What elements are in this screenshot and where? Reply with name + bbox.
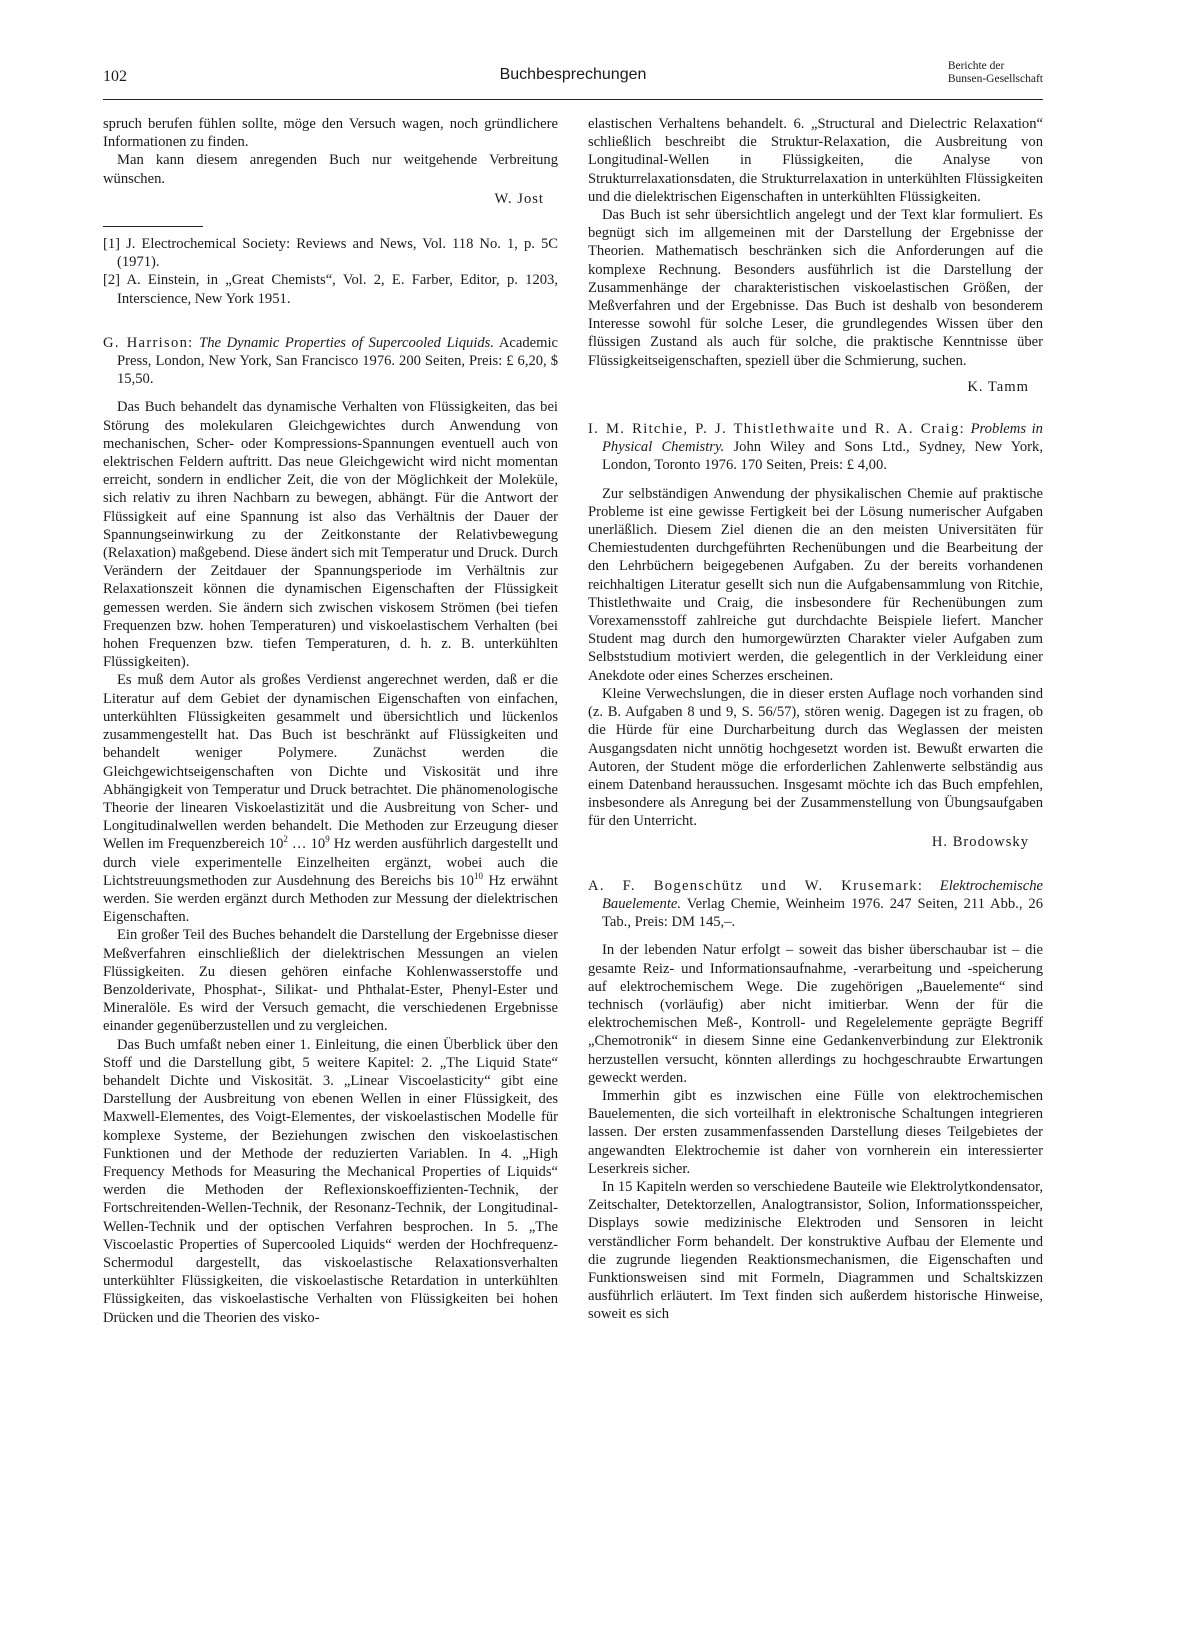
paragraph: Es muß dem Autor als großes Verdienst angerechnet werden, daß er die Literatur auf dem Gebiet der dynamischen Eigenschaften von einfachen, unterkühlten Flüssigkeiten gesammelt und übersichtlich und lückenlos zusammengestellt hat. Das Buch ist beschränkt auf Flüssigkeiten und behandelt weniger Polymere. Zunächst werden die Gleichgewichtseigenschaften von Dichte und Viskosität und ihre Abhängigkeit von Temperatur und Druck betrachtet. Die phänomenologische Theorie der linearen Viskoelastizität und die Ausbreitung von Scher- und Longitudinalwellen werden behandelt. Die Methoden zur Erzeugung dieser Wellen im Frequenzbereich $10^2$ … $10^9$ Hz werden ausführlich dargestellt und durch viele experimentelle Einzelheiten ergänzt, wobei auch die Lichtstreuungsmethoden zur Ausdehnung des Bereichs bis $10^{10}$ Hz erwähnt werden. Sie werden ergänzt durch Methoden zur Messung der dielektrischen Eigenschaften.	[103, 672, 558, 926]
journal-line-2: Bunsen-Gesellschaft	[947, 73, 1043, 85]
publication-info: John Wiley and Sons Ltd., Sydney, New York, London, Toronto 1976. 170 Seiten, Preis: £ 4,00.	[602, 439, 1043, 474]
paragraph: Das Buch umfaßt neben einer 1. Einleitung, die einen Überblick über den Stoff und die Darstellung gibt, 5 weitere Kapitel: 2. „The Liquid State“ behandelt Dichte und Viskosität. 3. „Linear Viscoelasticity“ gibt eine Darstellung der Ausbreitung von ebenen Wellen in einer Flüssigkeit, des Maxwell-Elementes, des Voigt-Elementes, der viskoelastischen Modelle für komplexe Systeme, der Beziehungen zwischen den viskoelastischen Funktionen und der Methode der reduzierten Variablen. In 4. „High Frequency Methods for Measuring the Mechanical Properties of Liquids“ werden die Methoden der Reflexionskoeffizienten-Technik, der Fortschreitenden-Wellen-Technik, der Resonanz-Technik, der Longitudinal-Wellen-Technik und der optischen Verfahren besprochen. In 5. „The Viscoelastic Properties of Supercooled Liquids“ werden der Hochfrequenz-Schermodul dargestellt, das viskoelastische Relaxationsverhalten unterkühlter Flüssigkeiten, die viskoelastische Retardation in unterkühlten Flüssigkeiten, das viskoelastische Verhalten von Flüssigkeiten bei hohen Drücken und die Theorien des visko-	[103, 1036, 558, 1326]
footnote-rule	[103, 226, 203, 227]
reviewer-signature: K. Tamm	[967, 378, 1029, 395]
review-heading	[103, 334, 558, 389]
paragraph: Kleine Verwechslungen, die in dieser ersten Auflage noch vorhanden sind (z. B. Aufgaben 8 und 9, S. 56/57), stören wenig. Dagegen ist zu fragen, ob die Hürde für eine Durcharbeitung durch das Weglassen der meisten Ausgangsdaten nicht unnötig hochgesetzt worden ist. Bewußt erwarten die Autoren, der Student möge die erforderlichen Zahlenwerte selbständig aus einem Datenband heraussuchen. Insgesamt möchte ich das Buch empfehlen, insbesondere als Anregung bei der Zusammenstellung von Übungsaufgaben für den Unterricht.	[588, 685, 1043, 830]
publication-info: Verlag Chemie, Weinheim 1976. 247 Seiten, 211 Abb., 26 Tab., Preis: DM 145,–.	[602, 895, 1043, 931]
footnote: [1] J. Electrochemical Society: Reviews and News, Vol. 118 No. 1, p. 5C (1971).	[103, 236, 558, 271]
paragraph: Immerhin gibt es inzwischen eine Fülle von elektrochemischen Bauelementen, die sich vorteilhaft in elektronische Schaltungen integrieren lassen. Der ersten zusammenfassenden Darstellung dieses Teilgebietes der angewandten Elektrochemie ist daher von vornherein ein interessierter Leserkreis sicher.	[588, 1087, 1043, 1177]
book-title: The Dynamic Properties of Supercooled Liquids.	[199, 334, 495, 351]
page-number: 102	[103, 68, 127, 85]
paragraph: spruch berufen fühlen sollte, möge den Versuch wagen, noch gründlichere Informationen zu finden.	[103, 116, 558, 151]
reviewer-signature: H. Brodowsky	[931, 833, 1029, 850]
book-title: Elektrochemische Bauelemente.	[602, 877, 1043, 912]
review-author: A. F. Bogenschütz und W. Krusemark:	[588, 877, 924, 894]
paragraph: In 15 Kapiteln werden so verschiedene Bauteile wie Elektrolytkondensator, Zeitschalter, Detektorzellen, Analogtransistor, Solion, Informationsspeicher, Displays sowie medizinische Elektroden und Sensoren in leicht verständlicher Form behandelt. Der konstruktive Aufbau der Elemente und die zugrunde liegenden Reaktionsmechanismen, die Eigenschaften und Funktionsweisen sind mit Formeln, Diagrammen und Schaltskizzen ausführlich erläutert. Im Text finden sich außerdem historische Hinweise, soweit es sich	[588, 1178, 1043, 1323]
paragraph: elastischen Verhaltens behandelt. 6. „Structural and Dielectric Relaxation“ schließlich beschreibt die Struktur-Relaxation, die Ausbreitung von Longitudinal-Wellen in Flüssigkeiten, die Analyse von Strukturrelaxationsdaten, die Strukturrelaxation in unterkühlten Flüssigkeiten und die dielektrischen Eigenschaften in unterkühlten Flüssigkeiten.	[588, 116, 1043, 205]
paragraph: Das Buch behandelt das dynamische Verhalten von Flüssigkeiten, das bei Störung des molekularen Gleichgewichtes durch Anwendung von mechanischen, Scher- oder Kompressions-Spannungen eventuell auch von elektrischen Feldern auftritt. Das neue Gleichgewicht wird nicht momentan erreicht, sondern in endlicher Zeit, die von der Möglichkeit der Moleküle, sich relativ zu ihren Nachbarn zu bewegen, abhängt. Für die Antwort der Flüssigkeit auf eine Spannung ist also das Verhältnis der Dauer der Spannungseinwirkung zu der Zeitkonstante der Relativbewegung (Relaxation) maßgebend. Diese ändert sich mit Temperatur und Druck. Durch Verändern der Zeitdauer der Spannungsperiode im Verhältnis zur Relaxationszeit können die dynamischen Eigenschaften der Flüssigkeit gemessen werden. Sie ändern sich zwischen viskosem Strömen (bei tiefen Frequenzen bzw. hohen Temperaturen) und viskoelastischem Verhalten (bei hohen Frequenzen bzw. tiefen Temperaturen, d. h. z. B. unterkühlten Flüssigkeiten).	[103, 399, 558, 671]
paragraph: Zur selbständigen Anwendung der physikalischen Chemie auf praktische Probleme ist eine gewisse Fertigkeit bei der Lösung numerischer Aufgaben unerläßlich. Diesem Ziel dienen die an den meisten Universitäten für Chemiestudenten durchgeführten Rechenübungen und die Bearbeitung der den Lehrbüchern beigegebenen Aufgaben. Zu der bereits vorhandenen reichhaltigen Literatur gesellt sich nun die Aufgabensammlung von Ritchie, Thistlethwaite und Craig, die insbesondere für Rechenübungen zum Vorexamensstoff zahlreiche gut durchdachte Beispiele liefert. Mancher Student mag durch den humorgewürzten Charakter vieler Aufgaben zum Selbststudium motiviert werden, die gelegentlich in der Verkleidung einer Anekdote oder eines Scherzes erscheinen.	[588, 485, 1043, 684]
section-title: Buchbesprechungen	[499, 66, 647, 83]
review-heading	[588, 420, 1043, 475]
review-heading	[588, 877, 1043, 932]
book-title: Problems in Physical Chemistry.	[602, 421, 1043, 456]
review-author: I. M. Ritchie, P. J. Thistlethwaite und R. A. Craig:	[588, 421, 965, 438]
paragraph: In der lebenden Natur erfolgt – soweit das bisher überschaubar ist – die gesamte Reiz- und Informationsaufnahme, -verarbeitung und -speicherung auf elektrochemischem Wege. Die zugehörigen „Bauelemente“ sind technisch (vorläufig) aber nicht imitierbar. Wenn der für die elektrochemischen Meß-, Kontroll- und Regelelemente geprägte Begriff „Chemotronik“ in diesem Sinne eine Gedankenverbindung zur Elektronik herzustellen versucht, könnten allerdings zu hochgeschraubte Erwartungen geweckt werden.	[588, 942, 1043, 1086]
footnote: [2] A. Einstein, in „Great Chemists“, Vol. 2, E. Farber, Editor, p. 1203, Interscience, New York 1951.	[103, 272, 558, 307]
publication-info: Academic Press, London, New York, San Francisco 1976. 200 Seiten, Preis: £ 6,20, $ 15,50.	[117, 334, 558, 388]
reviewer-signature: W. Jost	[494, 190, 544, 207]
paragraph: Man kann diesem anregenden Buch nur weitgehende Verbreitung wünschen.	[103, 152, 558, 187]
journal-line-1: Berichte der	[947, 60, 1005, 72]
left-column	[103, 115, 558, 1327]
page-header	[103, 58, 1043, 98]
right-column	[588, 115, 1043, 1324]
paragraph: Das Buch ist sehr übersichtlich angelegt und der Text klar formuliert. Es begnügt sich im allgemeinen mit der Darstellung der Ergebnisse der Theorien. Mathematisch beschränken sich die Anforderungen auf die komplexe Rechnung. Besonders ausführlich ist die Darstellung der Zusammenhänge der charakteristischen viskoelastischen Größen, der Meßverfahren und der Ergebnisse. Das Buch ist deshalb von besonderem Interesse sowohl für solche Leser, die grundlegendes Wissen über den flüssigen Zustand als auch für solche, die praktische Kenntnisse über Flüssigkeitseigenschaften, speziell über die Schmierung, suchen.	[588, 207, 1043, 369]
journal-name	[948, 60, 1043, 86]
header-rule	[103, 99, 1043, 100]
paragraph: Ein großer Teil des Buches behandelt die Darstellung der Ergebnisse dieser Meßverfahren einschließlich der dielektrischen Messungen an vielen Flüssigkeiten. Zu diesen gehören einfache Kohlenwasserstoffe und Benzolderivate, Phosphat-, Silikat- und Phthalat-Ester, Phenyl-Ester und Mineralöle. Es wird der Versuch gemacht, die verschiedenen Ergebnisse einander gegenüberzustellen und zu vergleichen.	[103, 927, 558, 1035]
review-author: G. Harrison:	[103, 334, 194, 351]
